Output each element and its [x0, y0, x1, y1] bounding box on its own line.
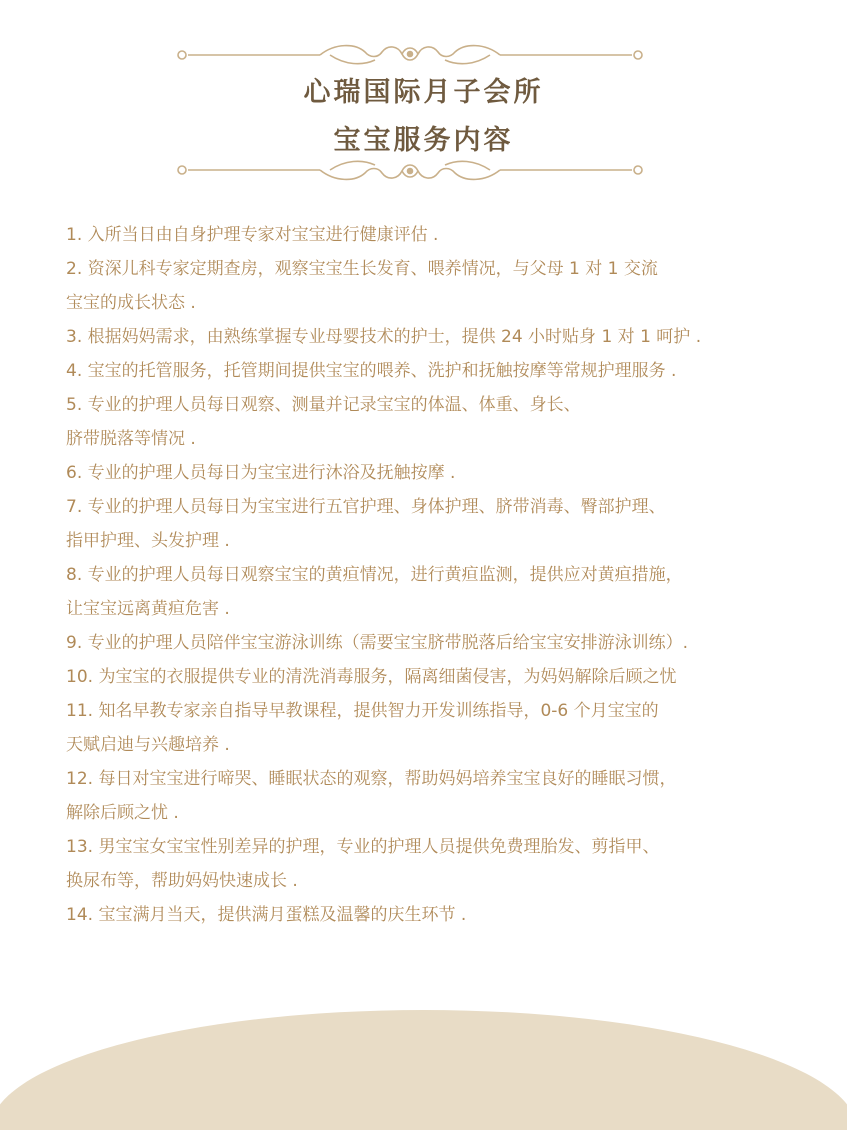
- list-item: 解除后顾之忧 .: [66, 803, 179, 823]
- page-header: [0, 0, 847, 200]
- page-title: 心瑞国际月子会所: [303, 77, 544, 108]
- service-list: [66, 218, 836, 932]
- list-item: 1. 入所当日由自身护理专家对宝宝进行健康评估 .: [66, 225, 439, 245]
- list-item: 宝宝的成长状态 .: [66, 293, 196, 313]
- list-item: 7. 专业的护理人员每日为宝宝进行五官护理、身体护理、脐带消毒、臀部护理、: [66, 497, 666, 517]
- list-item: 13. 男宝宝女宝宝性别差异的护理，专业的护理人员提供免费理胎发、剪指甲、: [66, 837, 660, 857]
- list-item: 12. 每日对宝宝进行啼哭、睡眠状态的观察，帮助妈妈培养宝宝良好的睡眠习惯，: [66, 769, 677, 789]
- list-item: 9. 专业的护理人员陪伴宝宝游泳训练（需要宝宝脐带脱落后给宝宝安排游泳训练）.: [66, 633, 689, 653]
- list-item: 脐带脱落等情况 .: [66, 429, 196, 449]
- list-item: 换尿布等，帮助妈妈快速成长 .: [66, 871, 298, 891]
- list-item: 11. 知名早教专家亲自指导早教课程，提供智力开发训练指导，0-6 个月宝宝的: [66, 701, 659, 721]
- bottom-ornament-icon: [170, 155, 650, 185]
- bottom-decorative-arc: [0, 1010, 847, 1130]
- list-item: 指甲护理、头发护理 .: [66, 531, 230, 551]
- list-item: 10. 为宝宝的衣服提供专业的清洗消毒服务，隔离细菌侵害，为妈妈解除后顾之忧: [66, 667, 677, 687]
- list-item: 8. 专业的护理人员每日观察宝宝的黄疸情况，进行黄疸监测，提供应对黄疸措施，: [66, 565, 683, 585]
- list-item: 14. 宝宝满月当天，提供满月蛋糕及温馨的庆生环节 .: [66, 905, 467, 925]
- list-item: 2. 资深儿科专家定期查房，观察宝宝生长发育、喂养情况，与父母 1 对 1 交流: [66, 259, 658, 279]
- list-item: 天赋启迪与兴趣培养 .: [66, 735, 230, 755]
- list-item: 6. 专业的护理人员每日为宝宝进行沐浴及抚触按摩 .: [66, 463, 456, 483]
- list-item: 3. 根据妈妈需求，由熟练掌握专业母婴技术的护士，提供 24 小时贴身 1 对 1 呵护 .: [66, 327, 702, 347]
- page-subtitle: 宝宝服务内容: [333, 125, 514, 156]
- top-ornament-icon: [170, 40, 650, 70]
- list-item: 让宝宝远离黄疸危害 .: [66, 599, 230, 619]
- list-item: 5. 专业的护理人员每日观察、测量并记录宝宝的体温、体重、身长、: [66, 395, 581, 415]
- list-item: 4. 宝宝的托管服务，托管期间提供宝宝的喂养、洗护和抚触按摩等常规护理服务 .: [66, 361, 677, 381]
